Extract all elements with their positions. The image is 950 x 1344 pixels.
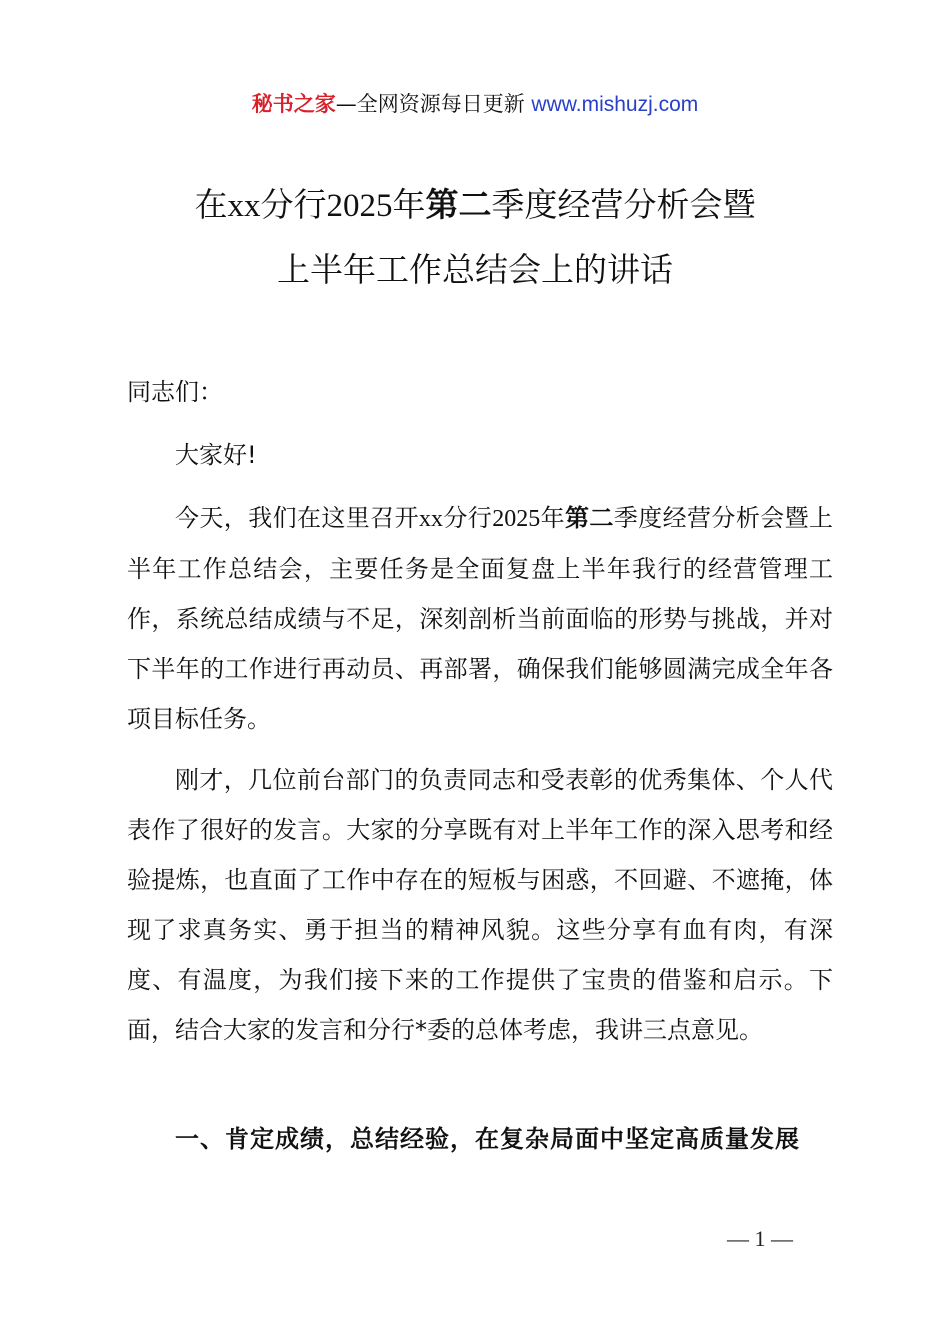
header-slogan: —全网资源每日更新 xyxy=(335,92,525,116)
document-title-line2: 上半年工作总结会上的讲话 xyxy=(277,250,673,289)
paragraph-speeches: 刚才，几位前台部门的负责同志和受表彰的优秀集体、个人代表作了很好的发言。大家的分享既有对上半年工作的深入思考和经验提炼，也直面了工作中存在的短板与困惑，不回避、不遮掩，体现了求真务实、勇于担当的精神风貌。这些分享有血有肉，有深度、有温度，为我们接下来的工作提供了宝贵的借鉴和启示。下面，结合大家的发言和分行*委的总体考虑，我讲三点意见。 xyxy=(127,766,833,1044)
site-url[interactable]: www.mishuzj.com xyxy=(531,93,699,116)
document-title-line1: 在xx分行2025年第二季度经营分析会暨 xyxy=(194,185,756,224)
site-header xyxy=(0,88,950,121)
greeting: 大家好! xyxy=(175,441,257,469)
paragraph-intro: 今天，我们在这里召开xx分行2025年第二季度经营分析会暨上半年工作总结会，主要任务是全面复盘上半年我行的经营管理工作，系统总结成绩与不足，深刻剖析当前面临的形势与挑战，并对下半年的工作进行再动员、再部署，确保我们能够圆满完成全年各项目标任务。 xyxy=(127,504,834,733)
salutation: 同志们： xyxy=(127,378,223,406)
brand-name: 秘书之家 xyxy=(251,92,336,116)
section-heading-1: 一、肯定成绩，总结经验，在复杂局面中坚定高质量发展 xyxy=(175,1125,800,1153)
page-number: — 1 — xyxy=(727,1226,793,1251)
